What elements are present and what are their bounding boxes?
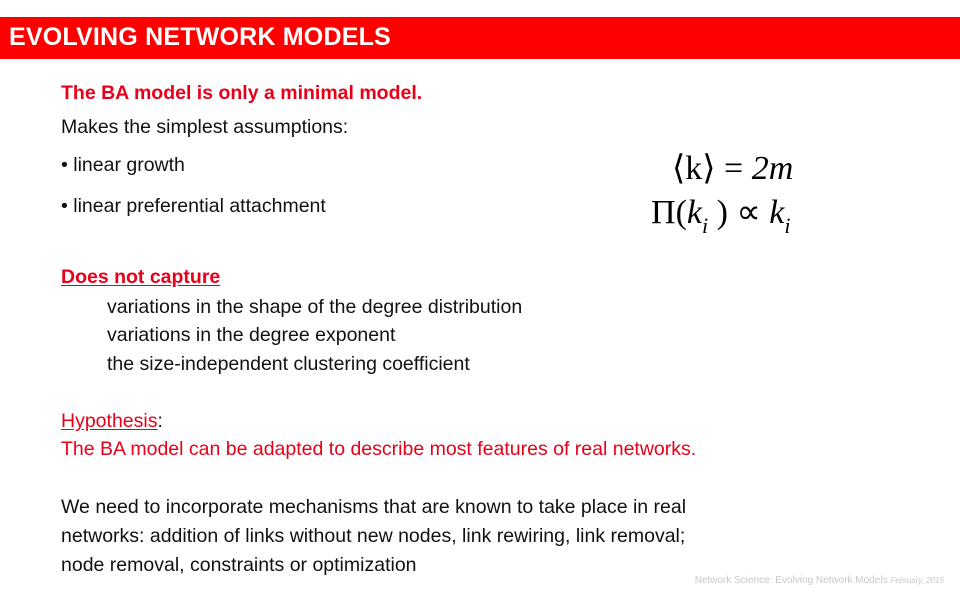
title-bar <box>0 17 960 59</box>
intro-subheading: Makes the simplest assumptions: <box>61 116 349 138</box>
intro-heading: The BA model is only a minimal model. <box>61 82 423 104</box>
hypothesis-colon: : <box>157 410 163 432</box>
slide-footer <box>695 575 944 586</box>
footer-date: February, 2015 <box>890 576 944 585</box>
formula-2m: 2m <box>751 150 794 187</box>
formula-avg-k: ⟨k⟩ <box>672 150 716 187</box>
hypothesis-heading-line <box>61 410 163 433</box>
mechanisms-line: We need to incorporate mechanisms that are known to take place in real <box>61 496 687 518</box>
hypothesis-text: The BA model can be adapted to describe most features of real networks. <box>61 438 697 460</box>
formula-pi: Π <box>651 194 676 231</box>
formula-close-paren: ) <box>716 194 728 231</box>
formula-rhs-subscript-i: i <box>784 213 791 238</box>
bullet-preferential-attachment: • linear preferential attachment <box>61 195 326 217</box>
formula-rhs-k: k <box>769 194 785 231</box>
formula-equals: = <box>724 150 744 187</box>
formula-average-degree <box>672 148 793 188</box>
mechanisms-line: node removal, constraints or optimization <box>61 554 417 576</box>
footer-text: Network Science: Evolving Network Models <box>694 575 888 586</box>
capture-heading: Does not capture <box>61 266 221 288</box>
bullet-linear-growth: • linear growth <box>61 154 185 176</box>
capture-item: variations in the shape of the degree distribution <box>107 296 523 318</box>
formula-subscript-i: i <box>701 213 709 238</box>
capture-item: the size-independent clustering coefficient <box>107 353 470 375</box>
capture-item: variations in the degree exponent <box>107 324 396 346</box>
hypothesis-heading: Hypothesis <box>61 410 158 432</box>
formula-open-paren: ( <box>675 194 687 231</box>
slide-title: EVOLVING NETWORK MODELS <box>9 23 391 51</box>
mechanisms-line: networks: addition of links without new nodes, link rewiring, link removal; <box>61 525 686 547</box>
formula-k: k <box>686 194 702 231</box>
formula-proportional: ∝ <box>736 194 761 231</box>
formula-preferential-attachment <box>651 192 790 239</box>
